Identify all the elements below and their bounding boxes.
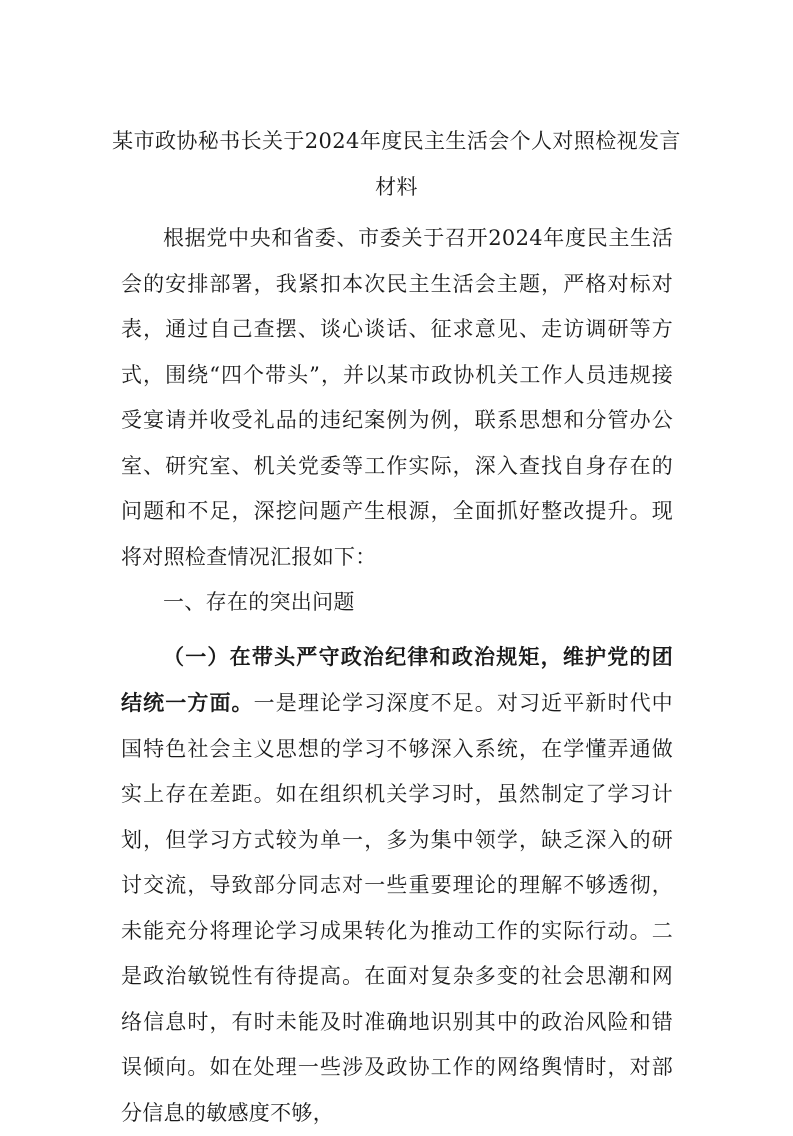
document-body [121,216,673,1136]
intro-paragraph: 根据党中央和省委、市委关于召开2024年度民主生活会的安排部署，我紧扣本次民主生活会主题，严格对标对表，通过自己查摆、谈心谈话、征求意见、走访调研等方式，围绕“四个带头”，并以某市政协机关工作人员违规接受宴请并收受礼品的违纪案例为例，联系思想和分管办公室、研究室、机关党委等工作实际，深入查找自身存在的问题和不足，深挖问题产生根源，全面抓好整改提升。现将对照检查情况汇报如下： [121,216,673,580]
subsection-paragraph [121,634,673,1136]
document-title: 某市政协秘书长关于2024年度民主生活会个人对照检视发言材料 [110,118,683,210]
subsection-body: 一是理论学习深度不足。对习近平新时代中国特色社会主义思想的学习不够深入系统，在学懂弄通做实上存在差距。如在组织机关学习时，虽然制定了学习计划，但学习方式较为单一，多为集中领学，缺乏深入的研讨交流，导致部分同志对一些重要理论的理解不够透彻，未能充分将理论学习成果转化为推动工作的实际行动。二是政治敏锐性有待提高。在面对复杂多变的社会思潮和网络信息时，有时未能及时准确地识别其中的政治风险和错误倾向。如在处理一些涉及政协工作的网络舆情时，对部分信息的敏感度不够， [121,691,673,1125]
subsection-heading: （一）在带头严守政治纪律和政治规矩，维护党的团结统一方面。 [121,644,673,716]
section-heading: 一、存在的突出问题 [121,580,673,626]
